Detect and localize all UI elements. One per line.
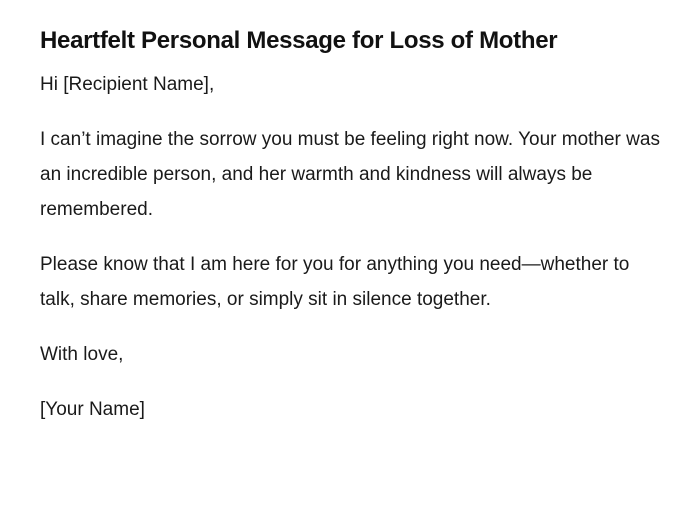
- greeting: Hi [Recipient Name],: [40, 74, 215, 95]
- body-paragraph-2: Please know that I am here for you for anything you need—whether to talk, share memories, or simply sit in silence together.: [40, 254, 630, 310]
- closing: With love,: [40, 344, 124, 365]
- body-paragraph-1: I can’t imagine the sorrow you must be feeling right now. Your mother was an incredible person, and her warmth and kindness will always be remembered.: [40, 129, 660, 220]
- signature: [Your Name]: [40, 399, 145, 420]
- document-title: Heartfelt Personal Message for Loss of Mother: [40, 27, 558, 54]
